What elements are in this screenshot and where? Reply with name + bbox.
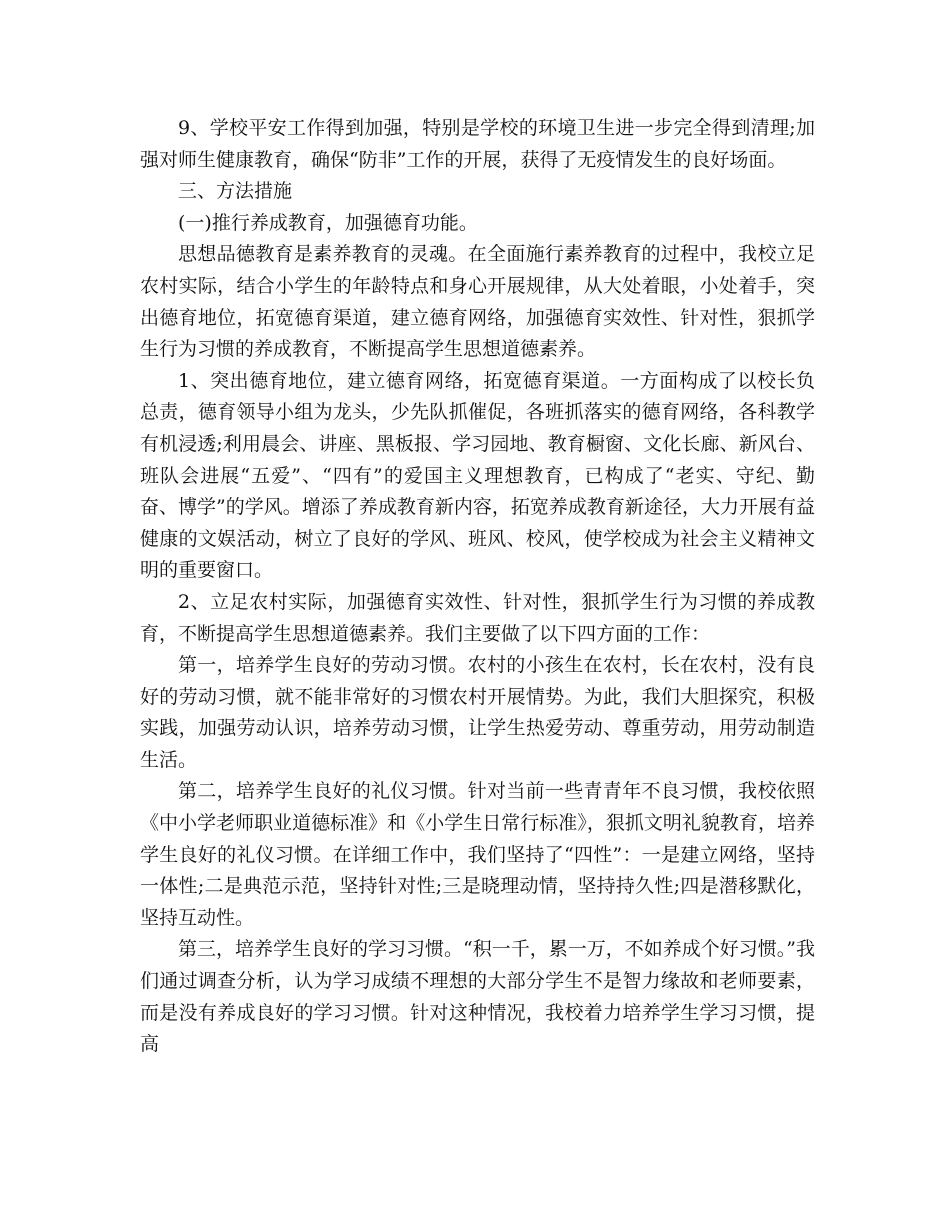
paragraph-moral-education-soul: 思想品德教育是素养教育的灵魂。在全面施行素养教育的过程中，我校立足农村实际，结合小学生的年龄特点和身心开展规律，从大处着眼，小处着手，突出德育地位，拓宽德育渠道，建立德育网络，加强德育实效性、针对性，狠抓学生行为习惯的养成教育，不断提高学生思想道德素养。 [140,243,815,361]
subsection-heading-moral-education: (一)推行养成教育，加强德育功能。 [178,211,478,234]
paragraph-third-study-habit: 第三，培养学生良好的学习习惯。“积一千，累一万，不如养成个好习惯。”我们通过调查分析，认为学习成绩不理想的大部分学生不是智力缘故和老师要素，而是没有养成良好的学习习惯。针对这种情况，我校着力培养学生学习习惯，提高 [140,938,815,1056]
paragraph-first-labor-habit: 第一，培养学生良好的劳动习惯。农村的小孩生在农村，长在农村，没有良好的劳动习惯，就不能非常好的习惯农村开展情势。为此，我们大胆探究，积极实践，加强劳动认识，培养劳动习惯，让学生热爱劳动、尊重劳动，用劳动制造生活。 [140,654,815,771]
paragraph-second-etiquette-habit: 第二，培养学生良好的礼仪习惯。针对当前一些青青年不良习惯，我校依照《中小学老师职业道德标准》和《小学生日常行标准》，狠抓文明礼貌教育，培养学生良好的礼仪习惯。在详细工作中，我们坚持了“四性”：一是建立网络，坚持一体性;二是典范示范，坚持针对性;三是晓理动情，坚持持久性;四是潜移默化，坚持互动性。 [140,780,815,929]
paragraph-item-2: 2、立足农村实际，加强德育实效性、针对性，狠抓学生行为习惯的养成教育，不断提高学生思想道德素养。我们主要做了以下四方面的工作： [140,590,815,645]
section-heading-methods: 三、方法措施 [178,180,293,203]
paragraph-safety-work: 9、学校平安工作得到加强，特别是学校的环境卫生进一步完全得到清理;加强对师生健康教育，确保“防非”工作的开展，获得了无疫情发生的良好场面。 [140,117,815,171]
document-body [140,113,815,1061]
paragraph-item-1: 1、突出德育地位，建立德育网络，拓宽德育渠道。一方面构成了以校长负总责，德育领导小组为龙头，少先队抓催促，各班抓落实的德育网络，各科教学有机浸透;利用晨会、讲座、黑板报、学习园地、教育橱窗、文化长廊、新风台、班队会进展“五爱”、“四有”的爱国主义理想教育，已构成了“老实、守纪、勤奋、博学”的学风。增添了养成教育新内容，拓宽养成教育新途径，大力开展有益健康的文娱活动，树立了良好的学风、班风、校风，使学校成为社会主义精神文明的重要窗口。 [140,369,815,582]
